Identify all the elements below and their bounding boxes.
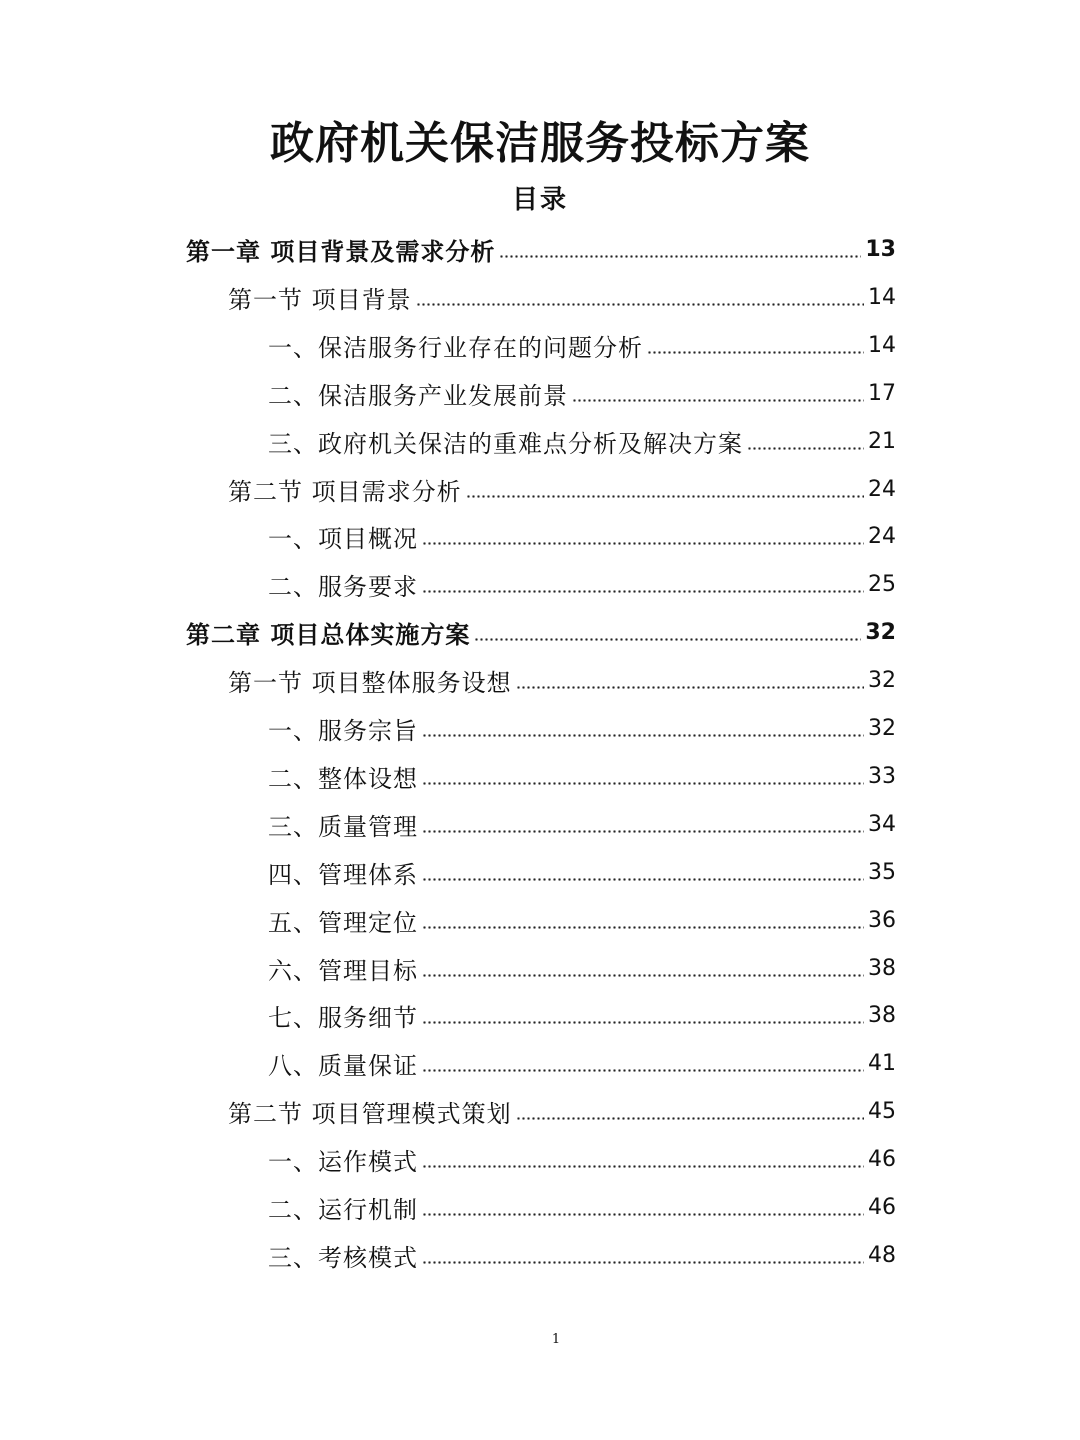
toc-dot-leader: [747, 444, 864, 452]
toc-dot-leader: [422, 1162, 864, 1170]
toc-entry-label: 二、运行机制: [268, 1195, 418, 1224]
toc-entry-page-number: 46: [868, 1194, 896, 1220]
toc-entry-label: 三、政府机关保洁的重难点分析及解决方案: [268, 429, 743, 458]
toc-entry-page-number: 41: [868, 1050, 896, 1076]
toc-entry-label: 第二章 项目总体实施方案: [186, 619, 471, 649]
page-number: 1: [551, 1332, 561, 1347]
toc-entry-chapter[interactable]: [186, 229, 896, 269]
toc-dot-leader: [422, 539, 864, 547]
toc-dot-leader: [422, 587, 864, 595]
toc-dot-leader: [416, 300, 864, 308]
toc-entry-item[interactable]: [268, 995, 896, 1035]
toc-entry-label: 七、服务细节: [268, 1003, 418, 1032]
toc-entry-label: 六、管理目标: [268, 956, 418, 985]
toc-dot-leader: [422, 1210, 864, 1218]
toc-entry-item[interactable]: [268, 948, 896, 988]
toc-entry-label: 四、管理体系: [268, 860, 418, 889]
toc-entry-label: 一、保洁服务行业存在的问题分析: [268, 333, 643, 362]
toc-dot-leader: [422, 1018, 864, 1026]
toc-entry-item[interactable]: [268, 1139, 896, 1179]
toc-dot-leader: [422, 731, 864, 739]
toc-entry-section[interactable]: [228, 660, 896, 700]
toc-dot-leader: [422, 1066, 864, 1074]
toc-entry-label: 第一章 项目背景及需求分析: [186, 236, 496, 266]
toc-entry-label: 五、管理定位: [268, 908, 418, 937]
toc-entry-page-number: 34: [868, 811, 896, 837]
toc-entry-item[interactable]: [268, 804, 896, 844]
toc-entry-page-number: 13: [865, 236, 896, 262]
toc-entry-item[interactable]: [268, 373, 896, 413]
toc-entry-page-number: 32: [865, 619, 896, 645]
toc-dot-leader: [422, 875, 864, 883]
toc-dot-leader: [474, 635, 861, 643]
toc-entry-label: 八、质量保证: [268, 1051, 418, 1080]
toc-dot-leader: [422, 923, 864, 931]
document-title: 政府机关保洁服务投标方案: [270, 118, 810, 169]
toc-dot-leader: [647, 348, 864, 356]
toc-entry-item[interactable]: [268, 852, 896, 892]
toc-entry-page-number: 32: [868, 667, 896, 693]
toc-entry-page-number: 21: [868, 428, 896, 454]
toc-entry-label: 第二节 项目需求分析: [228, 477, 462, 506]
toc-entry-label: 一、项目概况: [268, 524, 418, 553]
toc-entry-page-number: 48: [868, 1242, 896, 1268]
toc-entry-page-number: 36: [868, 907, 896, 933]
toc-entry-label: 三、考核模式: [268, 1243, 418, 1272]
toc-entry-page-number: 45: [868, 1098, 896, 1124]
toc-dot-leader: [422, 779, 864, 787]
toc-entry-page-number: 24: [868, 476, 896, 502]
toc-entry-page-number: 38: [868, 955, 896, 981]
toc-entry-item[interactable]: [268, 325, 896, 365]
toc-entry-page-number: 25: [868, 571, 896, 597]
toc-entry-section[interactable]: [228, 1091, 896, 1131]
toc-entry-label: 一、服务宗旨: [268, 716, 418, 745]
toc-entry-section[interactable]: [228, 277, 896, 317]
toc-entry-page-number: 33: [868, 763, 896, 789]
toc-entry-item[interactable]: [268, 756, 896, 796]
toc-entry-page-number: 24: [868, 523, 896, 549]
toc-dot-leader: [466, 492, 864, 500]
toc-entry-page-number: 14: [868, 332, 896, 358]
toc-entry-label: 二、保洁服务产业发展前景: [268, 381, 568, 410]
toc-entry-label: 第一节 项目整体服务设想: [228, 668, 512, 697]
toc-entry-item[interactable]: [268, 900, 896, 940]
toc-entry-label: 二、整体设想: [268, 764, 418, 793]
toc-dot-leader: [422, 971, 864, 979]
toc-entry-item[interactable]: [268, 516, 896, 556]
toc-entry-item[interactable]: [268, 1187, 896, 1227]
toc-heading: 目录: [511, 185, 568, 215]
toc-entry-chapter[interactable]: [186, 612, 896, 652]
toc-entry-page-number: 46: [868, 1146, 896, 1172]
toc-entry-page-number: 14: [868, 284, 896, 310]
toc-entry-item[interactable]: [268, 421, 896, 461]
toc-entry-label: 第一节 项目背景: [228, 285, 412, 314]
toc-entry-label: 二、服务要求: [268, 572, 418, 601]
toc-entry-item[interactable]: [268, 1043, 896, 1083]
toc-entry-label: 第二节 项目管理模式策划: [228, 1099, 512, 1128]
toc-entry-item[interactable]: [268, 708, 896, 748]
toc-dot-leader: [572, 396, 864, 404]
toc-entry-page-number: 38: [868, 1002, 896, 1028]
toc-dot-leader: [499, 252, 861, 260]
toc-entry-page-number: 35: [868, 859, 896, 885]
toc-entry-item[interactable]: [268, 564, 896, 604]
toc-dot-leader: [422, 827, 864, 835]
toc-dot-leader: [516, 683, 864, 691]
toc-entry-item[interactable]: [268, 1235, 896, 1275]
toc-dot-leader: [422, 1258, 864, 1266]
toc-entry-label: 三、质量管理: [268, 812, 418, 841]
toc-entry-label: 一、运作模式: [268, 1147, 418, 1176]
toc-entry-section[interactable]: [228, 469, 896, 509]
toc-entry-page-number: 32: [868, 715, 896, 741]
toc-dot-leader: [516, 1114, 864, 1122]
toc-entry-page-number: 17: [868, 380, 896, 406]
